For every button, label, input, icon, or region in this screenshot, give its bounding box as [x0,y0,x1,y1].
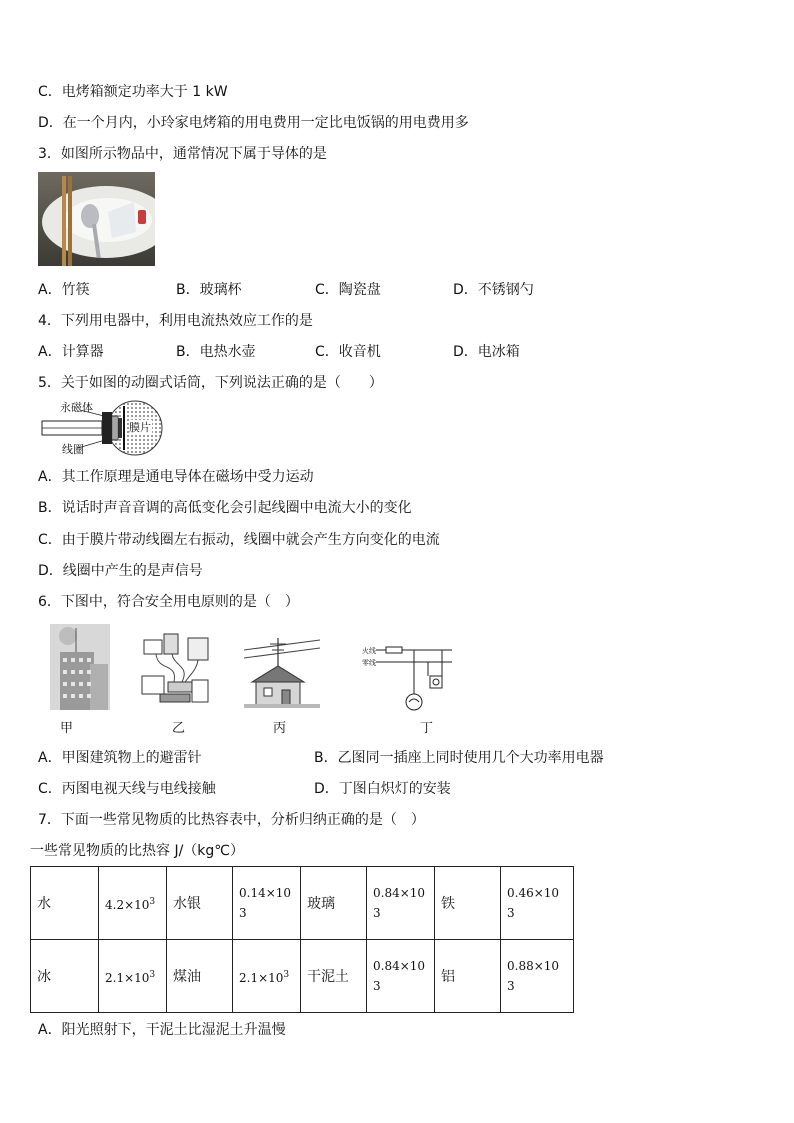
substance-name: 煤油 [167,940,233,1013]
substance-name: 铝 [435,940,501,1013]
option-d-oven-cost: D．在一个月内，小玲家电烤箱的用电费用一定比电饭锅的用电费用多 [38,115,469,131]
specific-heat-value: $2.1\times 10^3$ [233,940,301,1013]
moving-coil-microphone-diagram [38,398,166,460]
table-row [31,867,574,940]
table-title: 一些常见物质的比热容 J/（kg℃） [30,843,245,859]
q4-option-c: C．收音机 [315,344,381,360]
specific-heat-value: $4.2\times 10^3$ [99,867,167,940]
specific-heat-value: 0.88×10 3 [501,940,574,1013]
caption-jia: 甲 [60,721,74,736]
substance-name: 水 [31,867,99,940]
substance-name: 冰 [31,940,99,1013]
plate-chopsticks-spoon-image [38,172,155,266]
q3-option-a: A．竹筷 [38,282,90,298]
caption-ding: 丁 [420,721,434,736]
q6-option-b: B．乙图同一插座上同时使用几个大功率用电器 [314,750,604,766]
q6-option-d: D．丁图白炽灯的安装 [314,781,451,797]
specific-heat-value: 0.84×10 3 [367,940,435,1013]
neutral-wire-label: 零线 [362,659,376,667]
q4-option-d: D．电冰箱 [453,344,520,360]
specific-heat-table [30,866,574,1013]
incandescent-lamp-circuit-diagram [362,640,452,716]
coil-label: 线圈 [62,443,84,456]
q7-option-a: A．阳光照射下，干泥土比湿泥土升温慢 [38,1022,286,1038]
caption-yi: 乙 [172,721,186,736]
q3-option-c: C．陶瓷盘 [315,282,381,298]
q6-option-a: A．甲图建筑物上的避雷针 [38,750,202,766]
caption-bing: 丙 [273,721,287,736]
substance-name: 玻璃 [301,867,367,940]
q5-option-d: D．线圈中产生的是声信号 [38,563,203,579]
specific-heat-value: 0.46×10 3 [501,867,574,940]
specific-heat-value: $2.1\times 10^3$ [99,940,167,1013]
substance-name: 铁 [435,867,501,940]
specific-heat-value: 0.84×10 3 [367,867,435,940]
tv-antenna-power-line-image [244,636,320,708]
question-5-stem: 5．关于如图的动圈式话筒，下列说法正确的是（ ） [38,375,383,391]
substance-name: 水银 [167,867,233,940]
live-wire-label: 火线 [362,647,376,655]
q6-option-c: C．丙图电视天线与电线接触 [38,781,216,797]
diaphragm-label: 膜片 [129,421,151,434]
question-6-stem: 6．下图中，符合安全用电原则的是（ ） [38,594,299,610]
question-3-stem: 3．如图所示物品中，通常情况下属于导体的是 [38,146,327,162]
q5-option-c: C．由于膜片带动线圈左右振动，线圈中就会产生方向变化的电流 [38,532,440,548]
lightning-rod-building-image [50,624,110,710]
q4-option-a: A．计算器 [38,344,104,360]
q3-option-b: B．玻璃杯 [176,282,242,298]
question-7-stem: 7．下面一些常见物质的比热容表中，分析归纳正确的是（ ） [38,812,425,828]
option-c-oven-power: C．电烤箱额定功率大于 1 kW [38,84,228,100]
q3-option-d: D．不锈钢勺 [453,282,534,298]
q5-option-b: B．说话时声音音调的高低变化会引起线圈中电流大小的变化 [38,500,412,516]
substance-name: 干泥土 [301,940,367,1013]
overloaded-socket-image [138,632,214,710]
magnet-label: 永磁体 [60,401,93,414]
specific-heat-value: 0.14×10 3 [233,867,301,940]
q5-option-a: A．其工作原理是通电导体在磁场中受力运动 [38,469,314,485]
question-4-stem: 4．下列用电器中，利用电流热效应工作的是 [38,313,313,329]
q4-option-b: B．电热水壶 [176,344,256,360]
table-row [31,940,574,1013]
